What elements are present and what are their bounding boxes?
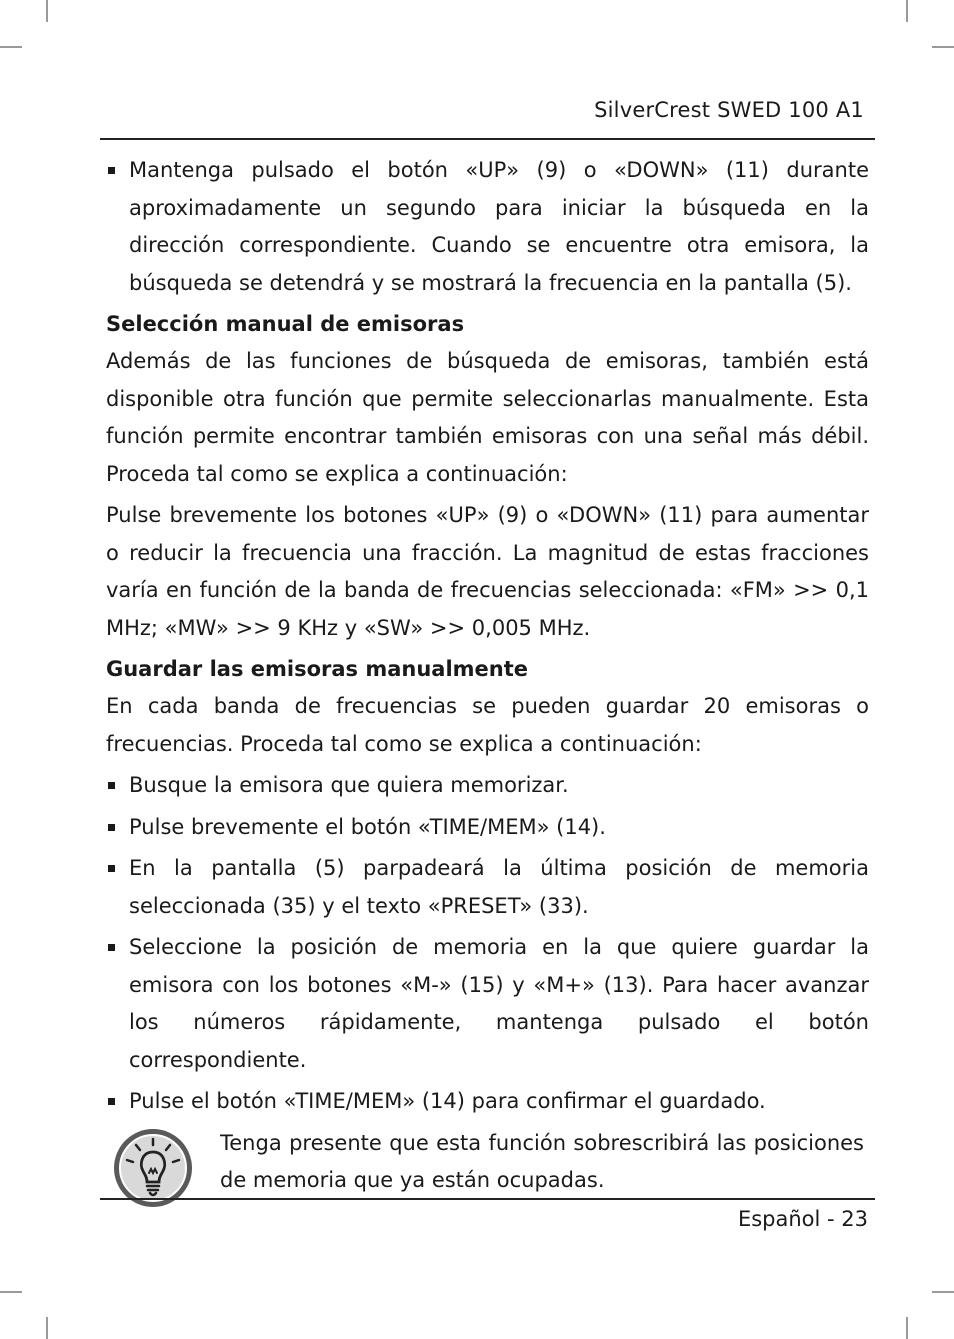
page-header-title: SilverCrest SWED 100 A1 (594, 98, 864, 122)
footer-rule (100, 1198, 875, 1200)
paragraph: Además de las funciones de búsqueda de emisoras, también está disponible otra función que permite seleccionarlas manualmente. Esta función permite encontrar también emisoras con una señal más débil. Proceda tal como se explica a continuación: (106, 349, 869, 486)
crop-mark (0, 1291, 22, 1293)
crop-mark (906, 0, 908, 22)
crop-mark (906, 1317, 908, 1339)
list-item: Mantenga pulsado el botón «UP» (9) o «DOWN» (11) durante aproximadamente un segundo para iniciar la búsqueda en la dirección correspondiente. Cuando se encuentre otra emisora, la búsqueda se detendrá y se mostrará la frecuencia en la pantalla (5). (106, 152, 869, 302)
section-heading: Selección manual de emisoras (106, 312, 465, 336)
list-item: Busque la emisora que quiera memorizar. (106, 767, 869, 805)
list-item: Seleccione la posición de memoria en la que quiere guardar la emisora con los botones «M-» (15) y «M+» (13). Para hacer avanzar los números rápidamente, mantenga pulsado el botón correspondiente. (106, 929, 869, 1079)
crop-mark (0, 46, 22, 48)
crop-mark (46, 1317, 48, 1339)
paragraph: En cada banda de frecuencias se pueden guardar 20 emisoras o frecuencias. Proceda tal como se explica a continuación: (106, 694, 869, 756)
list-item: En la pantalla (5) parpadeará la última posición de memoria seleccionada (35) y el texto «PRESET» (33). (106, 850, 869, 925)
list-item: Pulse el botón «TIME/MEM» (14) para confirmar el guardado. (106, 1083, 869, 1121)
header-rule (100, 138, 875, 140)
paragraph: Pulse brevemente los botones «UP» (9) o «DOWN» (11) para aumentar o reducir la frecuencia una fracción. La magnitud de estas fracciones varía en función de la banda de frecuencias seleccionada: «FM» >> 0,1 MHz; «MW» >> 9 KHz y «SW» >> 0,005 MHz. (106, 503, 869, 640)
note-box (106, 1125, 869, 1205)
crop-mark (932, 46, 954, 48)
page-number: Español - 23 (737, 1207, 868, 1231)
crop-mark (46, 0, 48, 22)
page-content (106, 152, 869, 1205)
note-text: Tenga presente que esta función sobrescribirá las posiciones de memoria que ya están ocupadas. (220, 1130, 864, 1192)
section-heading: Guardar las emisoras manualmente (106, 657, 529, 681)
lightbulb-icon (112, 1127, 194, 1209)
crop-mark (932, 1291, 954, 1293)
list-item: Pulse brevemente el botón «TIME/MEM» (14). (106, 809, 869, 847)
